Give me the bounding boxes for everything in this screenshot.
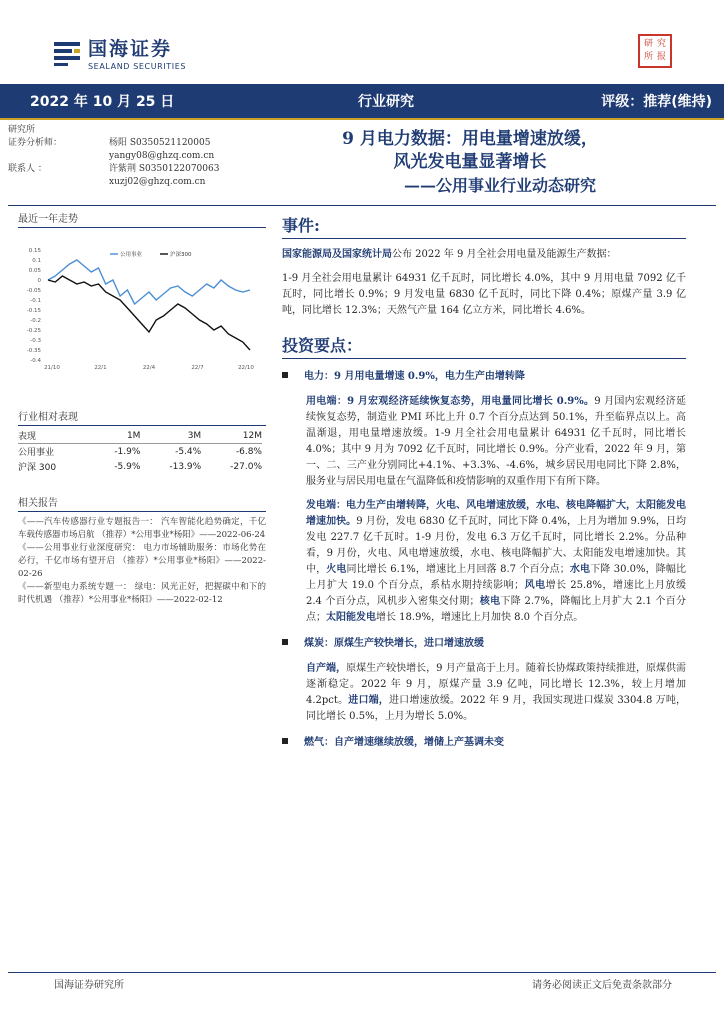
main-content [282,213,686,760]
perf-title: 行业相对表现 [18,408,266,426]
y-tick-label: 0.1 [32,258,41,264]
legend-label: 沪深300 [170,252,192,258]
power-demand-paragraph: 用电端：9 月宏观经济延续恢复态势，用电量同比增长 0.9%。9 月国内宏观经济延续恢复态势，制造业 PMI 环比上升 0.7 个百分点达到 50.1%，升至临界点以上。高温渐退，用电量增速放缓。1-9 月全社会用电量累计 64931 亿千瓦时，同比增长 4.0%；其中 9 月为 7092 亿千瓦时，同比增长 0.9%。分产业看，2022 年 9 月，第一、二、三产业分别同比+4.1%、+3.3%、-4.6%，城乡居民用电同比下降 2.8%，服务业与居民用电量在气温降低和疫情影响的双重作用下有所下降。 [306,396,686,487]
banner-divider [0,118,724,120]
y-tick-label: -0.35 [26,348,41,354]
bullet-power: 电力：9 月用电量增速 0.9%，电力生产由增转降 [282,367,686,382]
related-reports [18,516,266,607]
series-line-utilities [48,260,250,304]
sidebar [18,210,266,607]
footer-disclaimer[interactable]: 请务必阅读正文后免责条款部分 [532,980,672,991]
header-banner [0,84,724,118]
table-row: 公用事业 -1.9% -5.4% -6.8% [18,446,262,458]
x-tick-label: 22/7 [191,365,204,371]
related-report-link[interactable]: 《——汽车传感器行业专题报告一： 汽车智能化趋势确定，千亿车载传感器市场启航 （推荐）*公用事业*杨阳》——2022-06-24 [18,517,266,540]
header-rule [8,205,716,206]
y-tick-label: 0.05 [28,268,41,274]
report-rating: 评级：推荐(维持) [601,94,712,110]
report-category: 行业研究 [358,94,414,110]
x-tick-label: 21/10 [44,365,60,371]
footer-rule [8,972,716,973]
table-row: 沪深 300 -5.9% -13.9% -27.0% [18,461,262,473]
footer-org: 国海证券研究所 [54,980,124,991]
sealand-logo-icon [52,38,82,68]
y-tick-label: -0.3 [30,338,41,344]
coal-paragraph: 自产端，原煤生产较快增长，9 月产量高于上月。随着长协煤政策持续推进，原煤供需逐渐稳定。2022 年 9 月，原煤产量 3.9 亿吨，同比增长 12.3%，较上月增加 4.2pct。进口端，进口增速放缓。2022 年 9 月，我国实现进口煤炭 3304.8 万吨，同比增长 0.5%，上月为增长 5.0%。 [306,663,687,722]
event-paragraph-2: 1-9 月全社会用电量累计 64931 亿千瓦时，同比增长 4.0%，其中 9 月用电量 7092 亿千瓦时，同比增长 0.9%；9 月发电量 6830 亿千瓦时，同比下降 0.4%；原煤产量 3.9 亿吨，同比增长 12.3%；天然气产量 164 亿立方米，同比增长 4.6%。 [282,273,686,316]
report-date: 2022 年 10 月 25 日 [30,94,175,110]
perf-table [18,428,262,474]
legend-label: 公用事业 [120,252,143,258]
bullet-square-icon [282,738,288,744]
bullet-coal: 煤炭：原煤生产较快增长，进口增速放缓 [282,634,686,649]
trend-title: 最近一年走势 [18,210,266,228]
bullet-square-icon [282,639,288,645]
report-title: 9 月电力数据：用电量增速放缓， 风光发电量显著增长 ——公用事业行业动态研究 [310,128,630,197]
x-tick-label: 22/1 [94,365,107,371]
y-tick-label: -0.2 [30,318,41,324]
y-tick-label: -0.25 [26,328,41,334]
research-seal-icon: 研 究 所 报 [638,34,672,68]
y-tick-label: -0.4 [30,358,41,364]
series-line-csi300 [48,276,250,350]
brand-name-cn: 国海证券 [88,38,173,60]
analyst-email[interactable]: yangy08@ghzq.com.cn [109,151,215,161]
related-title: 相关报告 [18,494,266,512]
event-heading: 事件: [282,213,686,239]
brand-name-en: SEALAND SECURITIES [88,62,187,71]
bullet-square-icon [282,372,288,378]
brand-logo [52,34,186,71]
related-report-link[interactable]: 《——公用事业行业深度研究： 电力市场辅助服务：市场化势在必行，千亿市场有望开启 （推荐）*公用事业*杨阳》——2022-02-26 [18,543,266,579]
related-report-link[interactable]: 《——新型电力系统专题一： 绿电：风光正好，把握碳中和下的时代机遇 （推荐）*公用事业*杨阳》——2022-02-12 [18,582,266,605]
x-tick-label: 22/10 [238,365,254,371]
y-tick-label: 0 [37,278,41,284]
invest-heading: 投资要点： [282,333,686,359]
y-tick-label: -0.05 [26,288,41,294]
contact-email[interactable]: xuzj02@ghzq.com.cn [109,177,206,187]
y-tick-label: -0.15 [26,308,41,314]
report-subtitle: ——公用事业行业动态研究 [403,176,596,195]
x-tick-label: 22/4 [142,365,156,371]
power-supply-paragraph: 发电端：电力生产由增转降，火电、风电增速放缓，水电、核电降幅扩大，太阳能发电增速加快。9 月份，发电 6830 亿千瓦时，同比下降 0.4%，上月为增加 9.9%，日均发电 227.7 亿千瓦时。1-9 月份，发电 6.3 万亿千瓦时，同比增长 2.2%。分品种看，9 月份，火电、风电增速放缓，水电、核电降幅扩大、太阳能发电增速加快。其中，火电同比增长 6.1%，增速比上月回落 8.7 个百分点；水电下降 30.0%，降幅比上月扩大 19.0 个百分点，系枯水期持续影响；风电增长 25.8%，增速比上月放缓 2.4 个百分点，风机步入密集交付期；核电下降 2.7%，降幅比上月扩大 2.1 个百分点；太阳能发电增长 18.9%，增速比上月加快 8.0 个百分点。 [306,500,687,623]
trend-chart-svg [18,232,266,372]
bullet-gas: 燃气：自产增速继续放缓，增储上产基调未变 [282,733,686,748]
y-tick-label: -0.1 [30,298,41,304]
trend-chart [18,232,266,372]
y-tick-label: 0.15 [28,248,41,254]
event-paragraph-1: 国家能源局及国家统计局公布 2022 年 9 月全社会用电量及能源生产数据： [282,249,617,260]
perf-header-row: 表现 1M 3M 12M [18,428,262,444]
